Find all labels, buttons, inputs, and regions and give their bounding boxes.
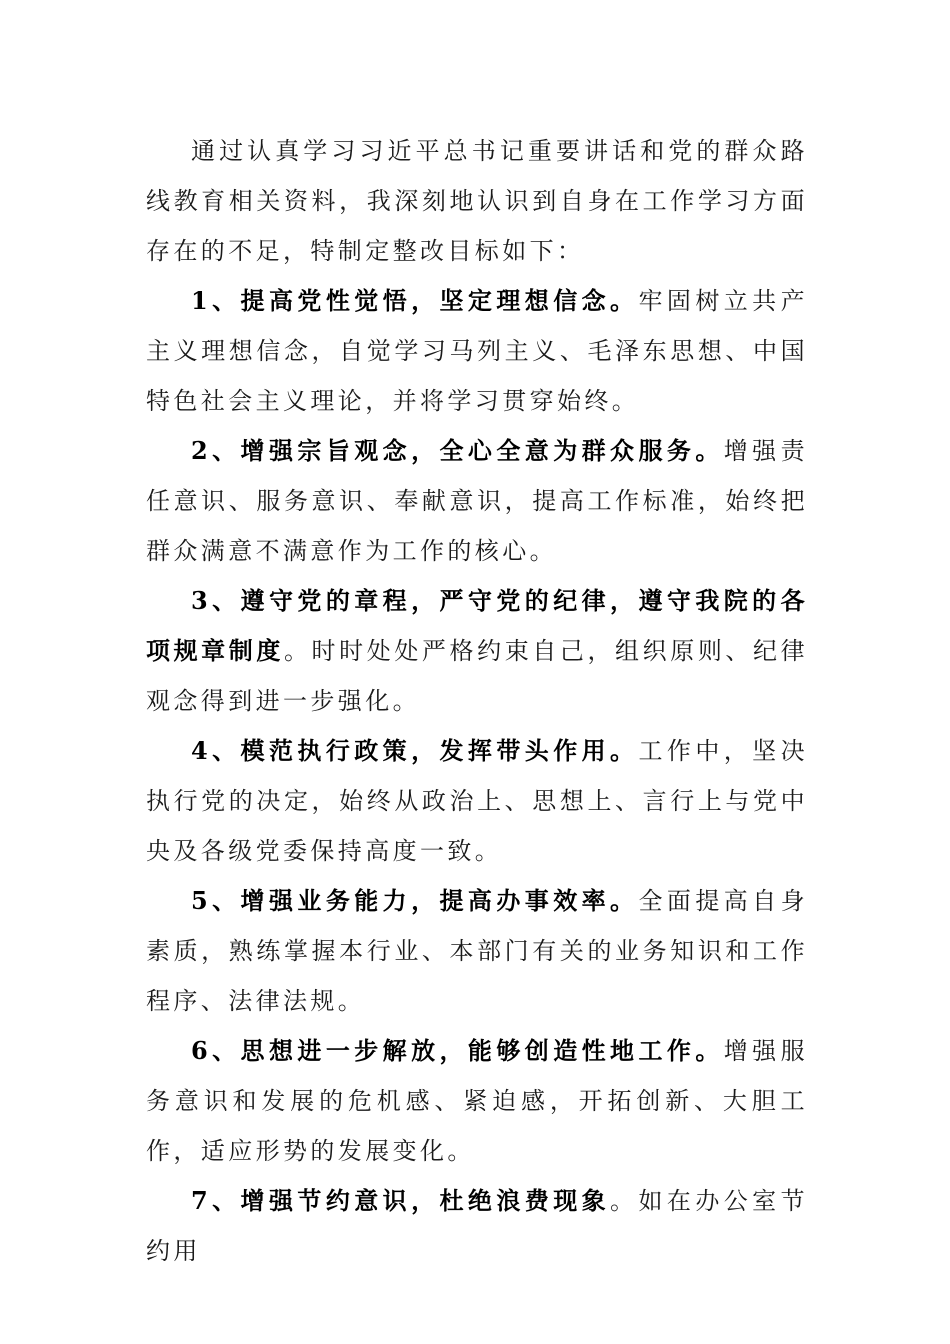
intro-paragraph: 通过认真学习习近平总书记重要讲话和党的群众路线教育相关资料，我深刻地认识到自身在工作学习方面存在的不足，特制定整改目标如下： — [146, 137, 808, 265]
goal-body: 增强责任意识、服务意识、奉献意识，提高工作标准，始终把群众满意不满意作为工作的核心。 — [146, 437, 808, 565]
goal-body: 增强服务意识和发展的危机感、紧迫感，开拓创新、大胆工作，适应形势的发展变化。 — [146, 1037, 808, 1165]
goal-body: 。如在办公室节约用 — [146, 1187, 808, 1265]
document-page — [146, 126, 808, 1276]
goal-heading: 3、遵守党的章程，严守党的纪律，遵守我院的各项规章制度 — [146, 586, 808, 665]
goal-item-3 — [146, 576, 808, 726]
goal-heading: 1、提高党性觉悟，坚定理想信念。 — [191, 286, 639, 315]
goal-heading: 7、增强节约意识，杜绝浪费现象 — [191, 1186, 611, 1215]
goal-body: 牢固树立共产主义理想信念，自觉学习马列主义、毛泽东思想、中国特色社会主义理论，并将学习贯穿始终。 — [146, 287, 808, 415]
goal-heading: 6、思想进一步解放，能够创造性地工作。 — [191, 1036, 724, 1065]
goal-item-1 — [146, 276, 808, 426]
goal-item-2 — [146, 426, 808, 576]
goal-body: 工作中，坚决执行党的决定，始终从政治上、思想上、言行上与党中央及各级党委保持高度一致。 — [146, 737, 808, 865]
goal-body: 全面提高自身素质，熟练掌握本行业、本部门有关的业务知识和工作程序、法律法规。 — [146, 887, 808, 1015]
goal-body: 。时时处处严格约束自己，组织原则、纪律观念得到进一步强化。 — [146, 637, 809, 715]
goal-heading: 2、增强宗旨观念，全心全意为群众服务。 — [191, 436, 724, 465]
goal-heading: 5、增强业务能力，提高办事效率。 — [191, 886, 639, 915]
goal-item-5 — [146, 876, 808, 1026]
goal-item-7 — [146, 1176, 808, 1276]
goal-item-4 — [146, 726, 808, 876]
goal-item-6 — [146, 1026, 808, 1176]
goal-heading: 4、模范执行政策，发挥带头作用。 — [191, 736, 639, 765]
